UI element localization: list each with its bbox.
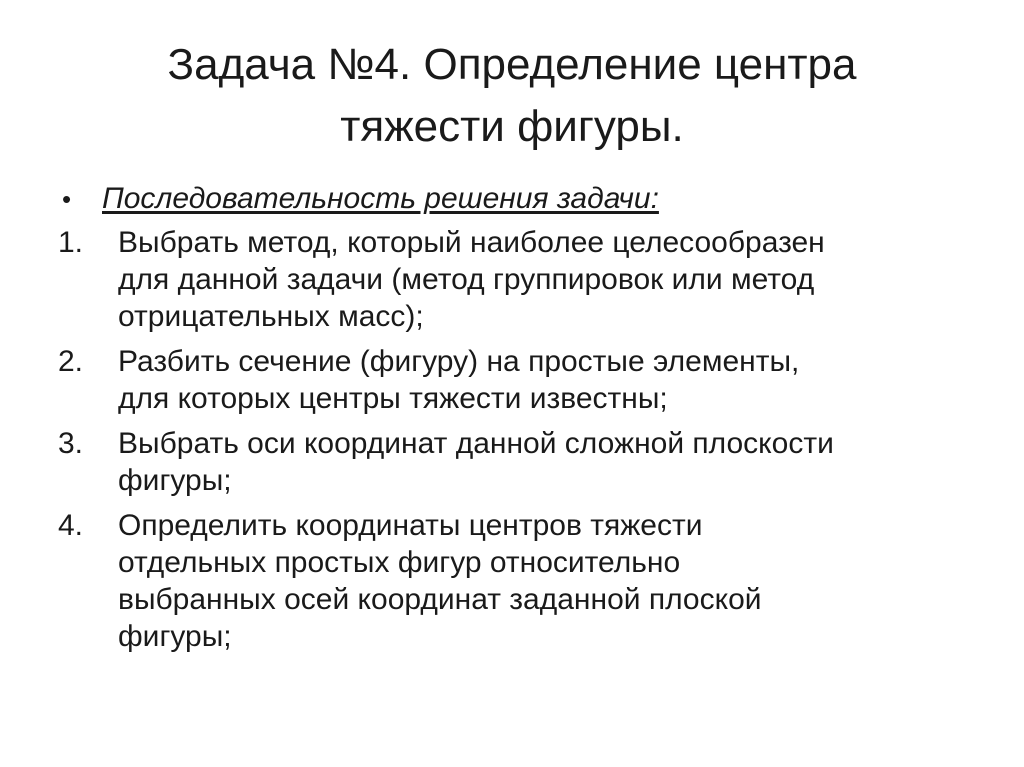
step-text (118, 425, 988, 499)
step-line: фигуры; (118, 464, 232, 497)
list-item (58, 343, 988, 417)
list-item (58, 425, 988, 499)
step-text (118, 507, 988, 655)
list-item (58, 507, 988, 655)
title-line-2: тяжести фигуры. (340, 102, 684, 151)
step-line: Выбрать метод, который наиболее целесообразен (118, 226, 825, 259)
slide-body (58, 180, 988, 663)
bullet-icon: • (62, 184, 72, 214)
step-line: выбранных осей координат заданной плоской (118, 583, 762, 616)
title-line-1: Задача №4. Определение центра (167, 40, 857, 89)
step-line: Определить координаты центров тяжести (118, 509, 703, 542)
step-line: для данной задачи (метод группировок или метод (118, 263, 815, 296)
list-item (58, 224, 988, 335)
step-line: Выбрать оси координат данной сложной плоскости (118, 427, 834, 460)
step-text (118, 224, 988, 335)
step-line: Разбить сечение (фигуру) на простые элементы, (118, 345, 800, 378)
steps-list (58, 224, 988, 655)
step-number: 2. (58, 345, 84, 378)
step-line: отдельных простых фигур относительно (118, 546, 681, 579)
step-number: 1. (58, 226, 84, 259)
step-line: для которых центры тяжести известны; (118, 382, 668, 415)
subheading-row (58, 180, 988, 218)
step-line: фигуры; (118, 620, 232, 653)
step-number: 4. (58, 509, 84, 542)
step-number: 3. (58, 427, 84, 460)
step-text (118, 343, 988, 417)
slide-title (60, 34, 964, 158)
step-line: отрицательных масс); (118, 300, 424, 333)
subheading: Последовательность решения задачи: (102, 182, 659, 215)
